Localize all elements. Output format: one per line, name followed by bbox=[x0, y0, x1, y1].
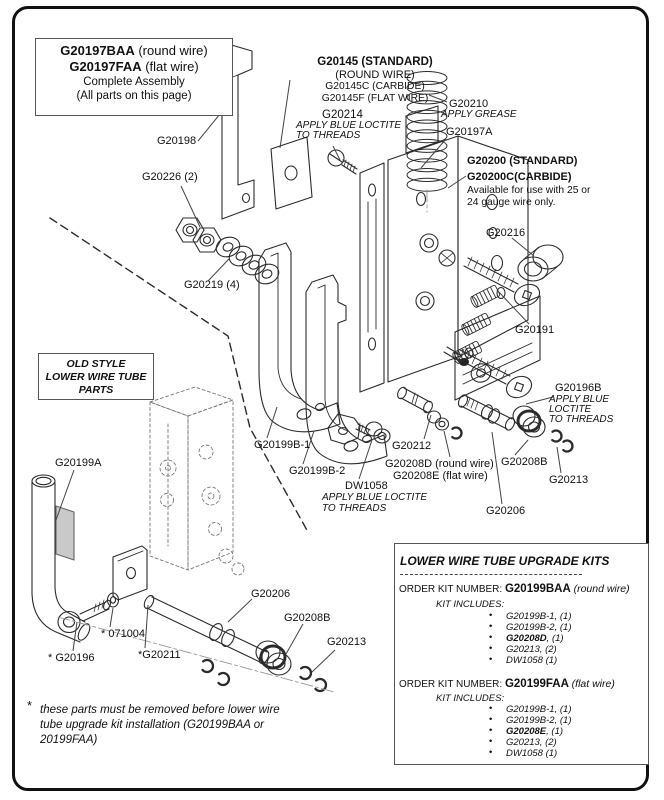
e-clip-icon bbox=[559, 438, 574, 453]
label-g20196b-note2: LOCTITE bbox=[549, 404, 592, 415]
label-g20196-old: * G20196 bbox=[48, 652, 95, 664]
label-g20216: G20216 bbox=[486, 227, 526, 239]
label-g20206-upper: G20206 bbox=[486, 505, 526, 517]
label-g20200-line4: 24 gauge wire only. bbox=[467, 197, 556, 208]
kit1-item: • G20213, (2) bbox=[506, 644, 557, 655]
kit1-includes-label: KIT INCLUDES: bbox=[436, 599, 505, 610]
flathead-screw-upper-drawing bbox=[464, 257, 543, 310]
label-g20208d: G20208D (round wire) bbox=[385, 458, 494, 470]
label-g20212: G20212 bbox=[392, 440, 432, 452]
label-g20214-note1: APPLY BLUE LOCTITE bbox=[296, 120, 402, 131]
assembly-line1: G20197BAA (round wire) bbox=[60, 43, 208, 58]
kits-box-title: LOWER WIRE TUBE UPGRADE KITS bbox=[400, 554, 610, 568]
kit2-item: • G20213, (2) bbox=[506, 737, 557, 748]
label-g20197a: G20197A bbox=[446, 126, 493, 138]
old-parts-centerline bbox=[58, 617, 334, 692]
label-g20199a: G20199A bbox=[55, 457, 102, 469]
bracket-g20211-drawing bbox=[113, 546, 147, 600]
main-body-g20200-drawing bbox=[360, 106, 540, 400]
e-clip-icon bbox=[312, 677, 329, 694]
label-g20219: G20219 (4) bbox=[184, 279, 240, 291]
label-g20199b2: G20199B-2 bbox=[289, 465, 346, 477]
kit2-item: • G20199B-2, (1) bbox=[506, 715, 571, 726]
label-g20210-note: APPLY GREASE bbox=[441, 109, 517, 120]
upgrade-kits-box bbox=[394, 543, 649, 765]
pin-g20212-drawing bbox=[396, 386, 434, 414]
label-g20213-lower: G20213 bbox=[327, 636, 367, 648]
assembly-line4: (All parts on this page) bbox=[76, 90, 192, 102]
screw-g20214-drawing bbox=[328, 150, 357, 174]
label-071004-old: * 071004 bbox=[101, 628, 146, 640]
kit1-item: • G20208D, (1) bbox=[506, 633, 564, 644]
label-g20213-upper: G20213 bbox=[549, 474, 589, 486]
phantom-old-body-drawing bbox=[150, 387, 244, 575]
label-g20211-old: *G20211 bbox=[138, 649, 181, 661]
e-clip-icon bbox=[297, 665, 314, 682]
label-g20206-lower: G20206 bbox=[251, 588, 291, 600]
label-dw1058-note1: APPLY BLUE LOCTITE bbox=[322, 492, 428, 503]
kit2-item: • DW1058 (1) bbox=[506, 748, 557, 759]
kits-box-divider bbox=[400, 574, 582, 575]
label-g20208b-lower: G20208B bbox=[284, 612, 331, 624]
bushing-g20208d-drawing bbox=[428, 411, 449, 430]
label-g20208b-upper: G20208B bbox=[501, 456, 548, 468]
kit2-order-line: ORDER KIT NUMBER: G20199FAA (flat wire) bbox=[399, 678, 615, 690]
kit1-item: • G20199B-2, (1) bbox=[506, 622, 571, 633]
label-g20198: G20198 bbox=[157, 135, 197, 147]
kit2-item: • G20208E, (1) bbox=[506, 726, 563, 737]
kit2-includes-label: KIT INCLUDES: bbox=[436, 693, 505, 704]
label-g20196b-note1: APPLY BLUE bbox=[549, 394, 610, 405]
wear-plate-g20145-drawing bbox=[271, 137, 312, 209]
bushing-g20208b-upper-drawing bbox=[513, 406, 545, 437]
kit1-order-line: ORDER KIT NUMBER: G20199BAA (round wire) bbox=[399, 583, 630, 595]
assembly-line2: G20197FAA (flat wire) bbox=[69, 59, 199, 74]
stud-g20206-drawing bbox=[457, 393, 517, 431]
cap-g20216-drawing bbox=[518, 245, 563, 281]
footnote-star: * bbox=[27, 698, 33, 713]
label-g20199b1: G20199B-1 bbox=[254, 439, 311, 451]
old-style-box: OLD STYLE LOWER WIRE TUBE PARTS bbox=[38, 353, 154, 400]
label-g20200-line1: G20200 (STANDARD) bbox=[467, 155, 578, 167]
label-g20208e: G20208E (flat wire) bbox=[393, 470, 488, 482]
label-g20196b: G20196B bbox=[555, 382, 602, 394]
kit2-item: • G20199B-1, (1) bbox=[506, 704, 571, 715]
tube-g20199a-drawing bbox=[32, 475, 92, 642]
assembly-line3: Complete Assembly bbox=[83, 76, 185, 88]
label-g20200-line2: G20200C(CARBIDE) bbox=[467, 171, 572, 183]
e-clip-icon bbox=[215, 671, 232, 688]
kit1-item: • G20199B-1, (1) bbox=[506, 611, 571, 622]
label-g20214: G20214 bbox=[322, 109, 363, 121]
e-clip-icon bbox=[199, 658, 216, 675]
kit1-item: • DW1058 (1) bbox=[506, 655, 557, 666]
bushing-g20208b-old-drawing bbox=[256, 641, 291, 675]
set-screws-g20191-drawing bbox=[451, 285, 500, 365]
label-g20214-note2: TO THREADS bbox=[296, 130, 361, 141]
label-g20196b-note3: TO THREADS bbox=[549, 414, 614, 425]
assembly-title-box bbox=[35, 38, 233, 116]
label-dw1058: DW1058 bbox=[345, 480, 388, 492]
label-g20145-block: G20145 (STANDARD) (ROUND WIRE) G20145C (CARBIDE) G20145F (FLAT WIRE) bbox=[317, 56, 433, 104]
footnote-text: these parts must be removed before lower wire tube upgrade kit installation (G20199BAA or 20199FAA) bbox=[40, 704, 280, 746]
label-g20191: G20191 bbox=[515, 324, 555, 336]
label-g20210: G20210 bbox=[449, 98, 489, 110]
label-g20226: G20226 (2) bbox=[142, 171, 198, 183]
label-dw1058-note2: TO THREADS bbox=[322, 503, 387, 514]
label-g20200-line3: Available for use with 25 or bbox=[467, 185, 591, 196]
e-clip-icon bbox=[448, 425, 463, 440]
e-clip-icon bbox=[548, 428, 563, 443]
